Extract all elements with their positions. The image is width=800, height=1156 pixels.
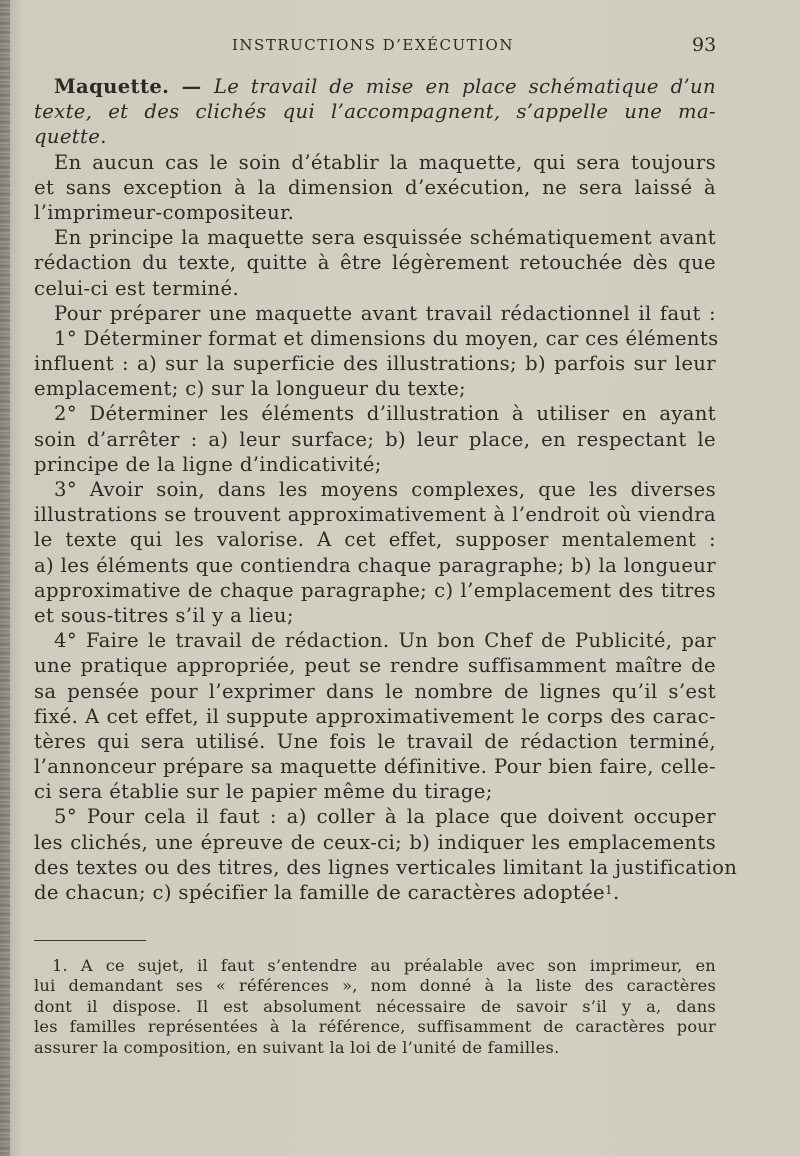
- text-line: [34, 804, 716, 829]
- text-line: [34, 276, 716, 301]
- text-line-content: et sans exception à la dimension d’exécution, ne sera laissé à: [34, 175, 716, 199]
- footnote-line: dont il dispose. Il est absolument nécessaire de savoir s’il y a, dans: [34, 996, 716, 1016]
- text-line: [34, 150, 716, 175]
- text-line: [34, 301, 716, 326]
- text-line-content: et sous-titres s’il y a lieu;: [34, 603, 294, 627]
- text-line-content: principe de la ligne d’indicativité;: [34, 452, 382, 476]
- text-line: [34, 855, 738, 880]
- body-text: [34, 74, 738, 905]
- text-line-content: celui-ci est terminé.: [34, 276, 240, 300]
- text-line: [34, 603, 716, 628]
- text-line-content: illustrations se trouvent approximativement à l’endroit où viendra: [34, 503, 716, 527]
- text-line-content: 2° Déterminer les éléments d’illustration à utiliser en ayant: [54, 402, 716, 426]
- text-line-content: tères qui sera utilisé. Une fois le travail de rédaction terminé,: [34, 729, 716, 753]
- text-line-content: soin d’arrêter : a) leur surface; b) leur place, en respectant le: [34, 427, 716, 451]
- text-line: [34, 830, 716, 855]
- text-line-content: sa pensée pour l’exprimer dans le nombre de lignes qu’il s’est: [34, 679, 716, 703]
- text-line-content: rédaction du texte, quitte à être légèrement retouchée dès que: [34, 251, 716, 275]
- footnote-line: 1. A ce sujet, il faut s’entendre au préalable avec son imprimeur, en: [52, 956, 716, 975]
- text-line: [34, 477, 716, 502]
- running-title: INSTRUCTIONS D’EXÉCUTION: [232, 36, 514, 54]
- text-line: [34, 502, 716, 527]
- text-line-content: de chacun; c) spécifier la famille de caractères adoptée: [34, 881, 605, 904]
- text-line-content: texte, et des clichés qui l’accompagnent, s’appelle une ma-: [34, 100, 716, 124]
- text-line: [34, 250, 716, 275]
- text-line: [34, 427, 716, 452]
- text-line-content: 4° Faire le travail de rédaction. Un bon Chef de Publicité, par: [54, 629, 716, 653]
- text-line: [34, 74, 716, 99]
- page-header: [0, 36, 800, 60]
- text-line: [34, 779, 716, 804]
- text-line: [34, 124, 716, 149]
- text-line-content: l’annonceur prépare sa maquette définitive. Pour bien faire, celle-: [34, 755, 716, 779]
- text-line: [34, 326, 719, 351]
- text-line-content: En aucun cas le soin d’établir la maquette, qui sera toujours: [54, 150, 716, 174]
- footnote-marker: 1: [604, 883, 613, 897]
- text-line-content: Maquette. —: [54, 75, 214, 98]
- text-line-content: quette.: [34, 125, 107, 149]
- text-line-content: approximative de chaque paragraphe; c) l’emplacement des titres: [34, 578, 716, 602]
- footnote: [34, 956, 716, 1058]
- footnote-line: lui demandant ses « références », nom donné à la liste des caractères: [34, 976, 716, 996]
- text-line: [34, 225, 716, 250]
- text-line: [34, 401, 716, 426]
- text-line-content: ci sera établie sur le papier même du tirage;: [34, 780, 493, 804]
- text-line-content: des textes ou des titres, des lignes verticales limitant la justification: [34, 855, 738, 879]
- text-line: [34, 754, 716, 779]
- text-line-tail: .: [612, 881, 620, 904]
- text-line: [34, 578, 716, 603]
- text-line: [34, 628, 716, 653]
- text-line-content: fixé. A cet effet, il suppute approximativement le corps des carac-: [34, 704, 716, 728]
- text-line-content: influent : a) sur la superficie des illustrations; b) parfois sur leur: [34, 352, 716, 376]
- book-spine-edge: [0, 0, 10, 1156]
- text-line: [34, 376, 716, 401]
- footnote-line: assurer la composition, en suivant la loi de l’unité de familles.: [34, 1037, 560, 1057]
- text-line: [34, 729, 716, 754]
- footnote-separator: [34, 940, 146, 941]
- text-line: [34, 880, 716, 905]
- text-line: [34, 653, 716, 678]
- text-line-italic-run: Le travail de mise en place schématique d’un: [213, 75, 716, 98]
- text-line-content: l’imprimeur-compositeur.: [34, 200, 295, 224]
- text-line: [34, 351, 716, 376]
- text-line-content: le texte qui les valorise. A cet effet, supposer mentalement :: [34, 528, 716, 552]
- text-line: [34, 175, 716, 200]
- text-line-content: 1° Déterminer format et dimensions du moyen, car ces éléments: [54, 326, 719, 350]
- text-line-content: a) les éléments que contiendra chaque paragraphe; b) la longueur: [34, 553, 716, 577]
- text-line: [34, 200, 716, 225]
- text-line-content: 3° Avoir soin, dans les moyens complexes, que les diverses: [54, 478, 716, 501]
- text-line-content: 5° Pour cela il faut : a) coller à la place que doivent occuper: [54, 805, 716, 829]
- text-line: [34, 553, 716, 578]
- text-line-content: une pratique appropriée, peut se rendre suffisamment maître de: [34, 654, 716, 678]
- text-line: [34, 99, 716, 124]
- page-number: 93: [692, 34, 717, 56]
- text-line: [34, 527, 716, 552]
- text-line: [34, 452, 716, 477]
- text-line: [34, 679, 716, 704]
- text-line-content: En principe la maquette sera esquissée schématiquement avant: [54, 226, 716, 250]
- text-line-content: les clichés, une épreuve de ceux-ci; b) indiquer les emplacements: [34, 830, 716, 854]
- footnote-line: les familles représentées à la référence, suffisamment de caractères pour: [34, 1017, 716, 1037]
- text-line-content: Pour préparer une maquette avant travail rédactionnel il faut :: [54, 301, 716, 325]
- text-line: [34, 704, 716, 729]
- text-line-content: emplacement; c) sur la longueur du texte;: [34, 377, 467, 401]
